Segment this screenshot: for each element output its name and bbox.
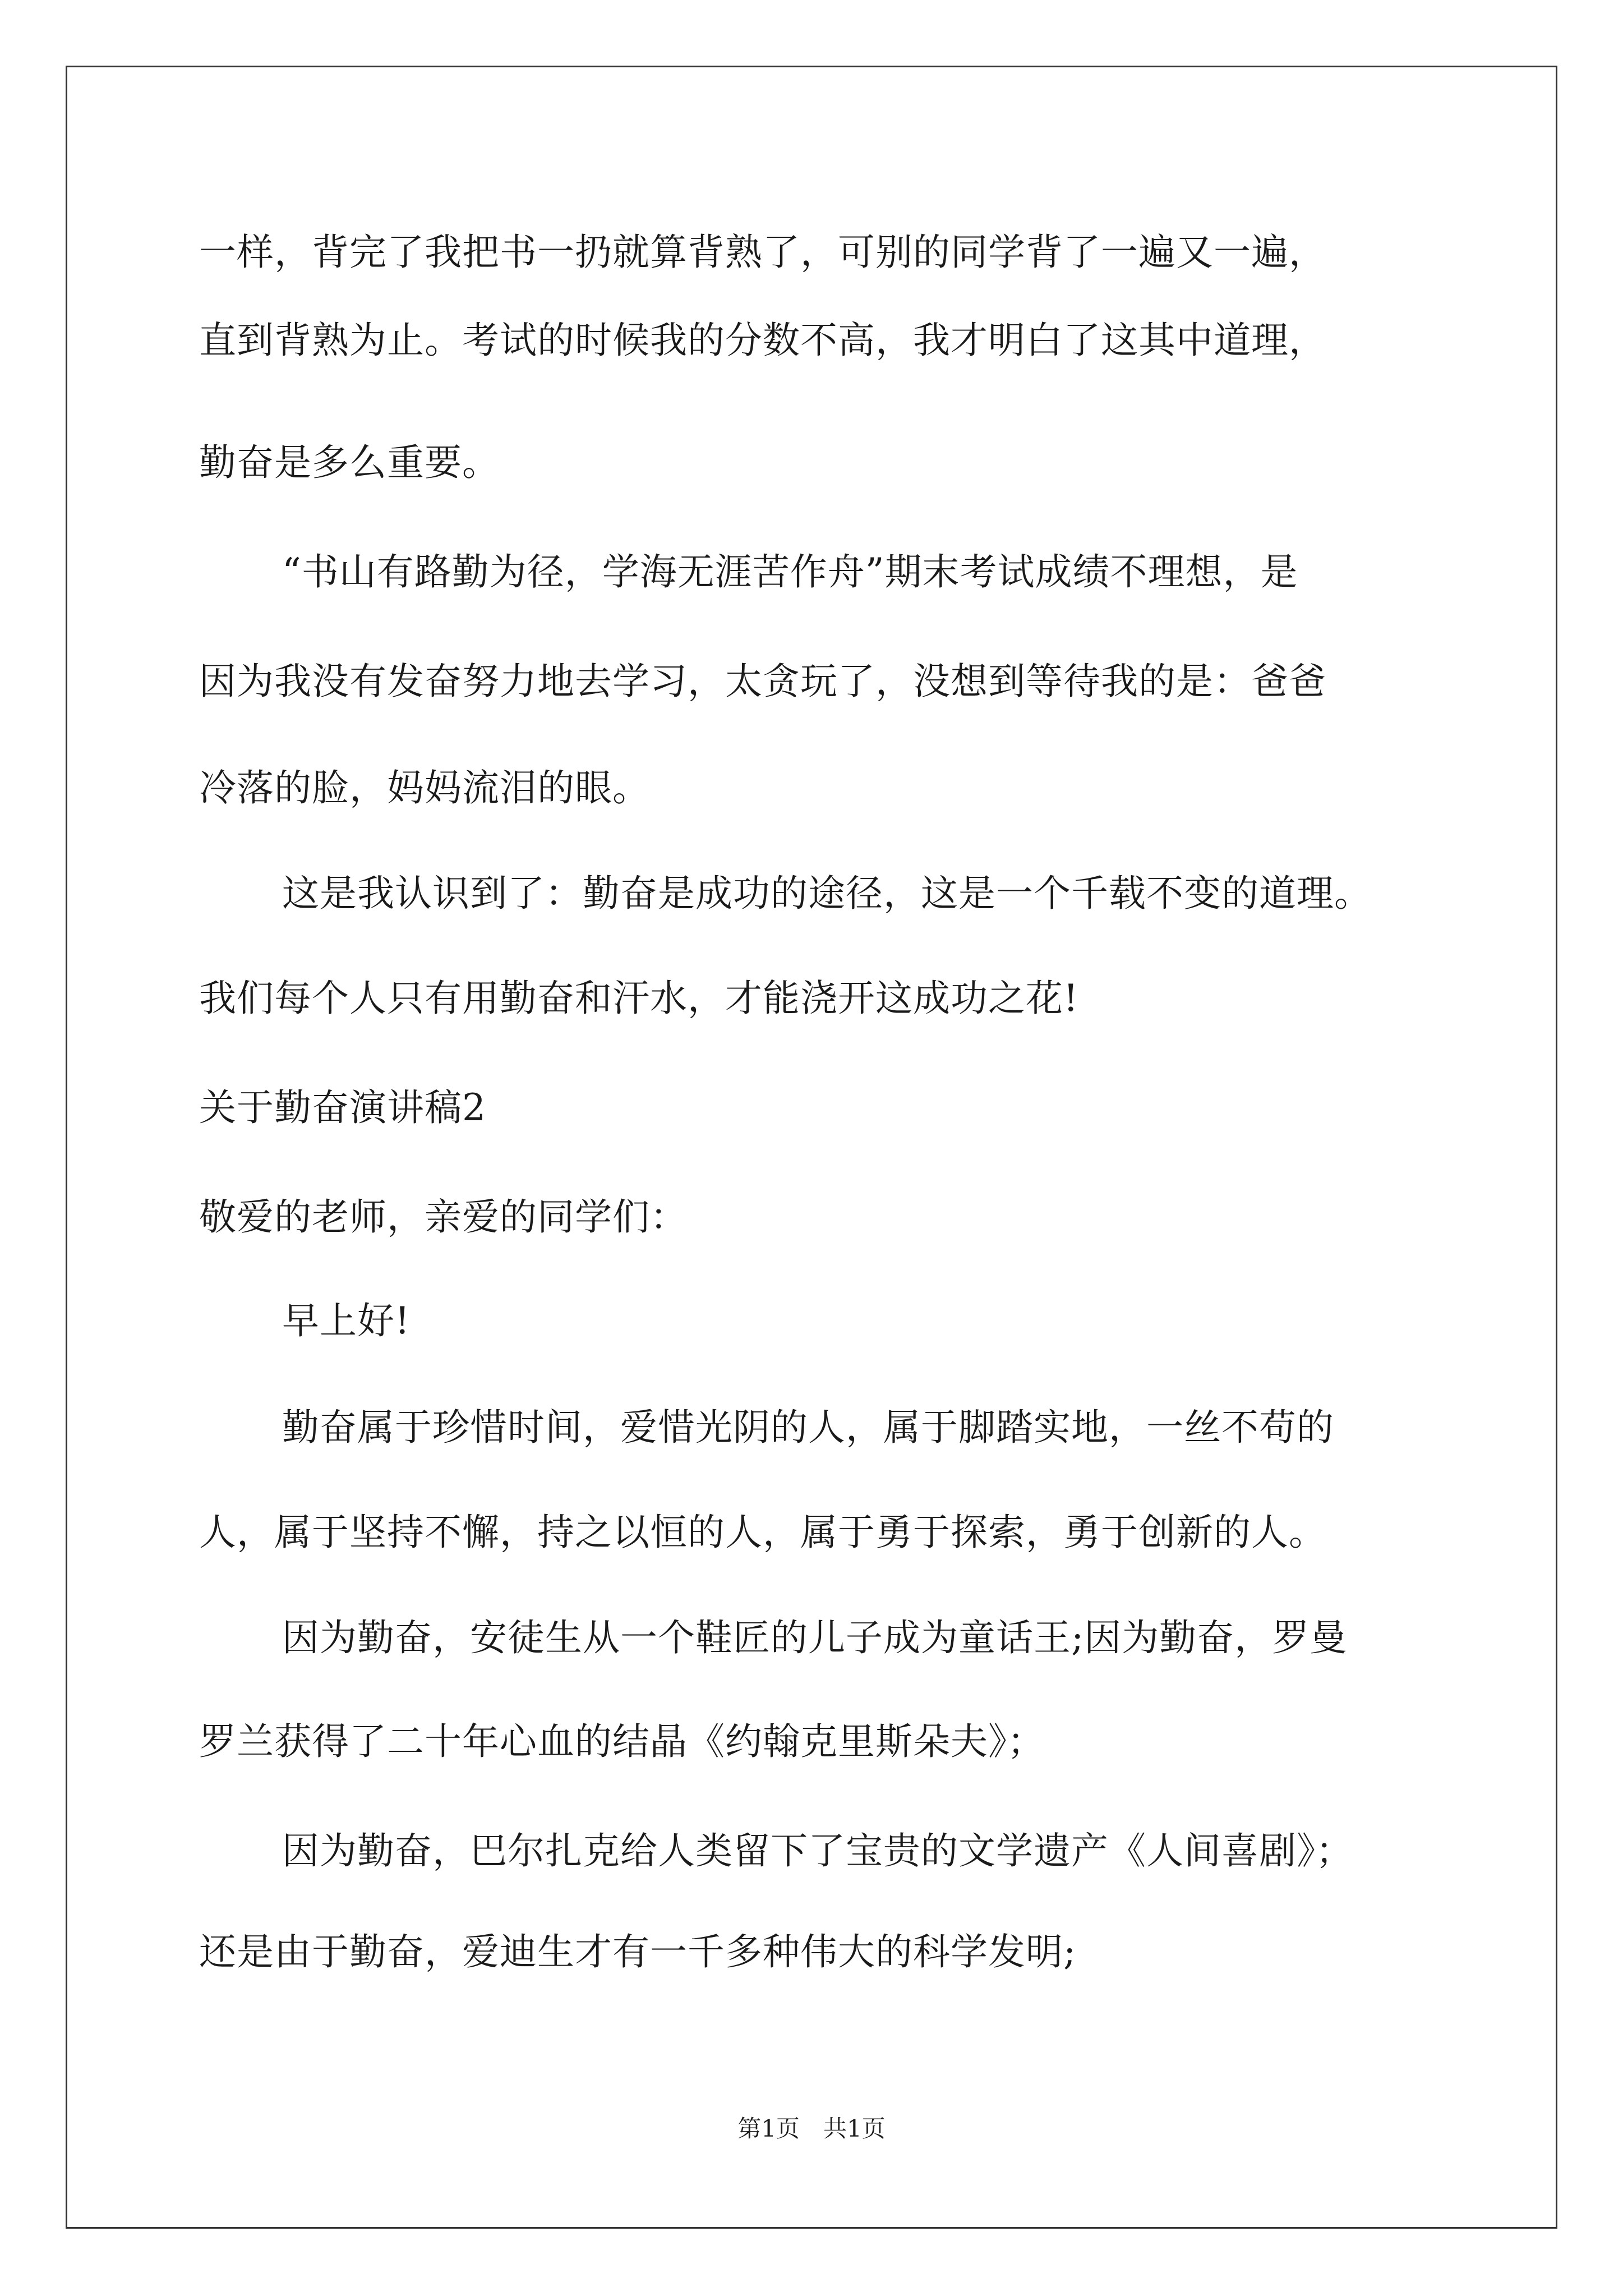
page-border — [66, 66, 1557, 2229]
body-line: 冷落的脸，妈妈流泪的眼。 — [199, 766, 650, 809]
body-line: 罗兰获得了二十年心血的结晶《约翰克里斯朵夫》； — [199, 1720, 1045, 1763]
body-line: 因为勤奋，安徒生从一个鞋匠的儿子成为童话王;因为勤奋，罗曼 — [282, 1616, 1348, 1659]
body-line: 因为勤奋，巴尔扎克给人类留下了宝贵的文学遗产《人间喜剧》； — [282, 1829, 1353, 1872]
body-line: 直到背熟为止。考试的时候我的分数不高，我才明白了这其中道理， — [199, 319, 1326, 362]
body-line: 这是我认识到了：勤奋是成功的途径，这是一个千载不变的道理。 — [282, 872, 1372, 915]
page-number-footer: 第1页 共1页 — [737, 2115, 886, 2142]
body-line: 人，属于坚持不懈，持之以恒的人，属于勇于探索，勇于创新的人。 — [199, 1511, 1326, 1554]
body-line: 因为我没有发奋努力地去学习，太贪玩了，没想到等待我的是：爸爸 — [199, 660, 1326, 703]
body-line: 勤奋是多么重要。 — [199, 441, 500, 484]
section-heading: 关于勤奋演讲稿2 — [199, 1086, 486, 1129]
body-line: “书山有路勤为径，学海无涯苦作舟”期末考试成绩不理想，是 — [282, 550, 1298, 593]
body-line: 我们每个人只有用勤奋和汗水，才能浇开这成功之花! — [199, 977, 1079, 1020]
salutation: 敬爱的老师，亲爱的同学们： — [199, 1195, 688, 1239]
body-line: 勤奋属于珍惜时间，爱惜光阴的人，属于脚踏实地，一丝不苟的 — [282, 1406, 1334, 1449]
body-line: 一样，背完了我把书一扔就算背熟了，可别的同学背了一遍又一遍， — [199, 231, 1326, 274]
greeting: 早上好! — [282, 1299, 411, 1342]
body-line: 还是由于勤奋，爱迪生才有一千多种伟大的科学发明; — [199, 1930, 1077, 1973]
